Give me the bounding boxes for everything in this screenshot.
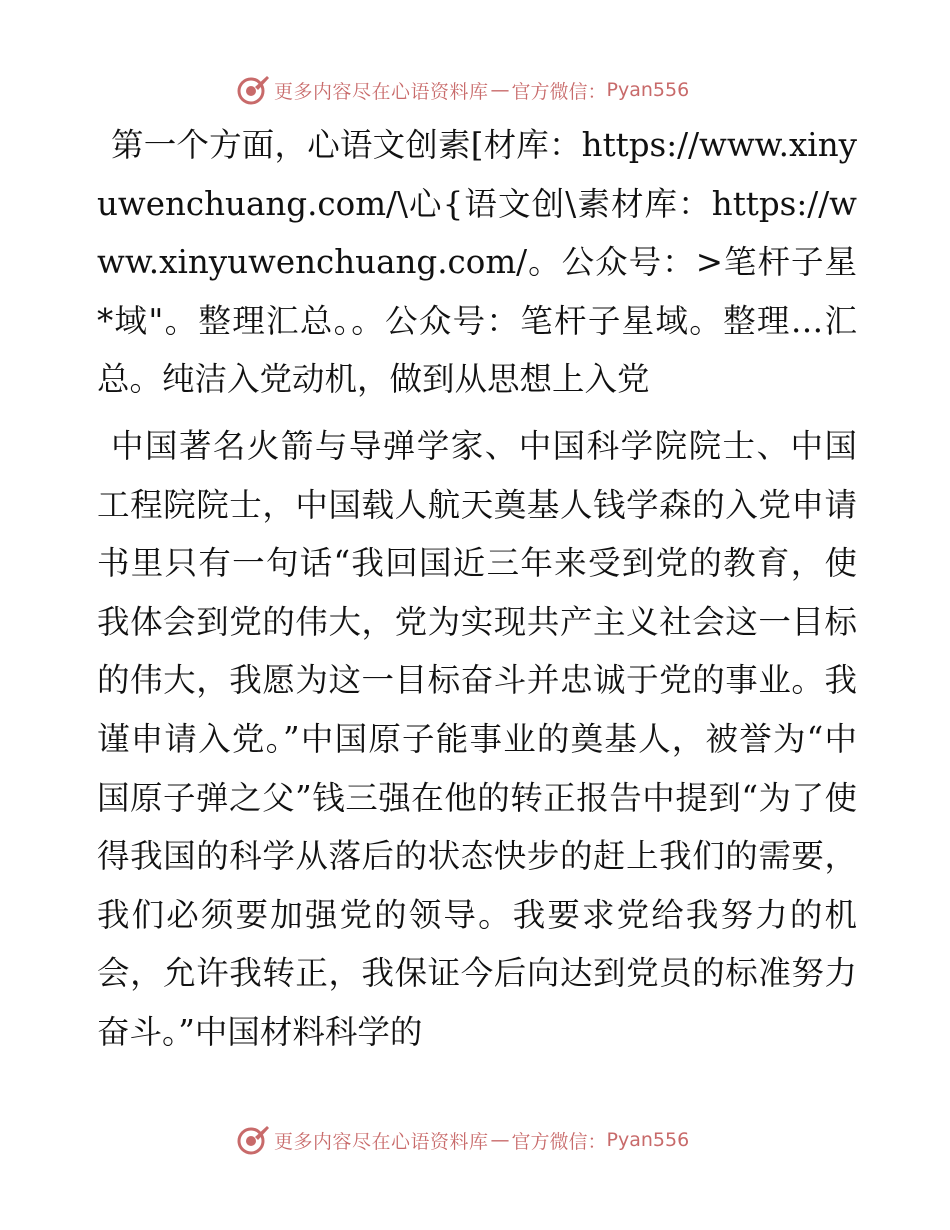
watermark-label: 官方微信： — [511, 1130, 607, 1153]
paragraph-2: 中国著名火箭与导弹学家、中国科学院院士、中国工程院院士，中国载人航天奠基人钱学森的入党申请书里只有一句话“我回国近三年来受到党的教育，使我体会到党的伟大，党为实现共产主义社会这一目标的伟大，我愿为这一目标奋斗并忠诚于党的事业。我谨申请入党。”中国原子能事业的奠基人，被誉为“中国原子弹之父”钱三强在他的转正报告中提到“为了使得我国的科学从落后的状态快步的赶上我们的需要，我们必须要加强党的领导。我要求党给我努力的机会，允许我转正，我保证今后向达到党员的标准努力奋斗。”中国材料科学的 — [97, 426, 857, 1051]
watermark-separator: — — [490, 79, 510, 101]
pen-logo-icon — [236, 73, 270, 107]
watermark-separator: — — [490, 1129, 510, 1151]
pen-logo-icon — [236, 1123, 270, 1157]
footer-watermark — [236, 1122, 756, 1158]
watermark-text: 更多内容尽在心语资料库 — [274, 80, 489, 103]
watermark-text: 更多内容尽在心语资料库 — [274, 1130, 489, 1153]
document-body — [97, 116, 857, 1062]
watermark-label: 官方微信： — [511, 80, 607, 103]
paragraph-1: 第一个方面，心语文创素[材库：https://www.xinyuwenchuang.com/\心{语文创\素材库：https://www.xinyuwenchuang.com/。公众号：>笔杆子星*域"。整理汇总。。公众号：笔杆子星域。整理…汇总。纯洁入党动机，做到从思想上入党 — [97, 126, 857, 399]
watermark-handle: Pyan556 — [606, 1129, 690, 1151]
header-watermark — [236, 72, 756, 108]
watermark-handle: Pyan556 — [606, 79, 690, 101]
